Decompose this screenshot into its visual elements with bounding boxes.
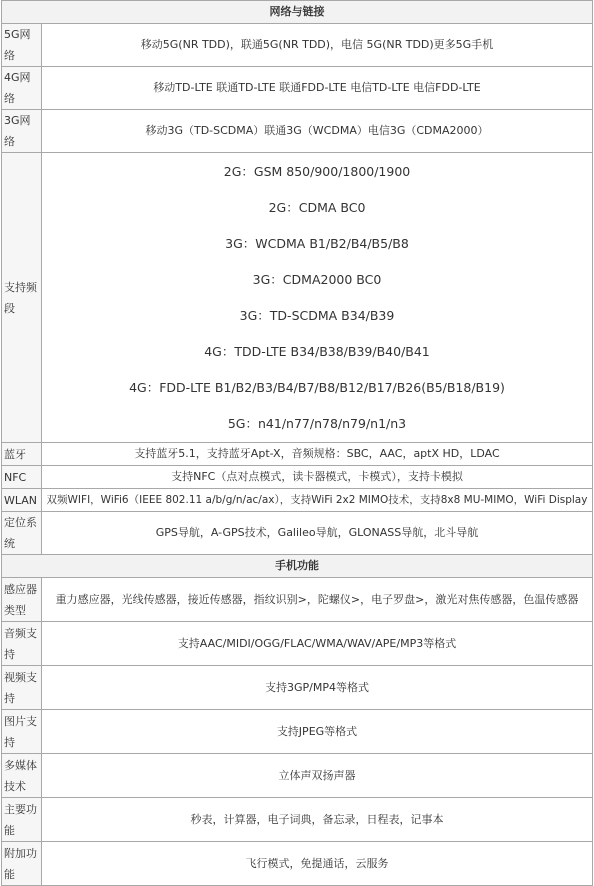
table-row [2,489,593,512]
row-label-nfc: NFC [2,466,42,489]
row-value-video: 支持3GP/MP4等格式 [42,666,593,710]
band-item: 3G：CDMA2000 BC0 [252,271,382,287]
table-row [2,622,593,666]
table-row [2,842,593,886]
row-value-nfc: 支持NFC（点对点模式，读卡器模式，卡模式），支持卡模拟 [42,466,593,489]
row-label-wlan: WLAN [2,489,42,512]
band-item: 5G：n41/n77/n78/n79/n1/n3 [227,415,407,431]
row-label-positioning: 定位系统 [2,512,42,555]
row-value-wlan: 双频WIFI，WiFi6（IEEE 802.11 a/b/g/n/ac/ax），支持WiFi 2x2 MIMO技术，支持8x8 MU-MIMO，WiFi Display [42,489,593,512]
row-value-5g: 移动5G(NR TDD)，联通5G(NR TDD)，电信 5G(NR TDD)更多5G手机 [42,24,593,67]
row-value-bands [42,153,593,443]
table-row [2,512,593,555]
row-value-sensors: 重力感应器，光线传感器，接近传感器，指纹识别>，陀螺仪>，电子罗盘>，激光对焦传感器，色温传感器 [42,578,593,622]
table-row [2,110,593,153]
table-row [2,153,593,443]
band-item: 4G：TDD-LTE B34/B38/B39/B40/B41 [204,343,430,359]
band-item: 2G：GSM 850/900/1800/1900 [223,163,411,179]
section-header-row [2,1,593,24]
table-row [2,666,593,710]
row-label-sensors: 感应器类型 [2,578,42,622]
row-value-main-functions: 秒表，计算器，电子词典，备忘录，日程表，记事本 [42,798,593,842]
section-title-phone: 手机功能 [2,555,593,578]
row-value-multimedia: 立体声双扬声器 [42,754,593,798]
band-item: 4G：FDD-LTE B1/B2/B3/B4/B7/B8/B12/B17/B26(B5/B18/B19) [129,379,505,395]
table-row [2,24,593,67]
row-label-extra-functions: 附加功能 [2,842,42,886]
row-label-4g: 4G网络 [2,67,42,110]
row-label-audio: 音频支持 [2,622,42,666]
row-label-bands: 支持频段 [2,153,42,443]
row-value-extra-functions: 飞行模式，免提通话，云服务 [42,842,593,886]
table-row [2,67,593,110]
band-item: 3G：TD-SCDMA B34/B39 [239,307,395,323]
row-label-multimedia: 多媒体技术 [2,754,42,798]
table-row [2,754,593,798]
row-value-4g: 移动TD-LTE 联通TD-LTE 联通FDD-LTE 电信TD-LTE 电信FDD-LTE [42,67,593,110]
band-item: 2G：CDMA BC0 [268,199,366,215]
row-value-image: 支持JPEG等格式 [42,710,593,754]
row-label-bluetooth: 蓝牙 [2,443,42,466]
row-label-main-functions: 主要功能 [2,798,42,842]
band-item: 3G：WCDMA B1/B2/B4/B5/B8 [225,235,409,251]
table-row [2,798,593,842]
section-header-row [2,555,593,578]
row-value-3g: 移动3G（TD-SCDMA）联通3G（WCDMA）电信3G（CDMA2000） [42,110,593,153]
row-label-video: 视频支持 [2,666,42,710]
row-value-positioning: GPS导航，A-GPS技术，Galileo导航，GLONASS导航，北斗导航 [42,512,593,555]
row-value-audio: 支持AAC/MIDI/OGG/FLAC/WMA/WAV/APE/MP3等格式 [42,622,593,666]
section-title-network: 网络与链接 [2,1,593,24]
row-label-3g: 3G网络 [2,110,42,153]
table-row [2,466,593,489]
table-row [2,443,593,466]
table-row [2,710,593,754]
bands-list [44,154,590,442]
row-value-bluetooth: 支持蓝牙5.1，支持蓝牙Apt-X，音频规格：SBC，AAC，aptX HD，LDAC [42,443,593,466]
row-label-image: 图片支持 [2,710,42,754]
row-label-5g: 5G网络 [2,24,42,67]
table-row [2,578,593,622]
spec-table [1,0,593,886]
